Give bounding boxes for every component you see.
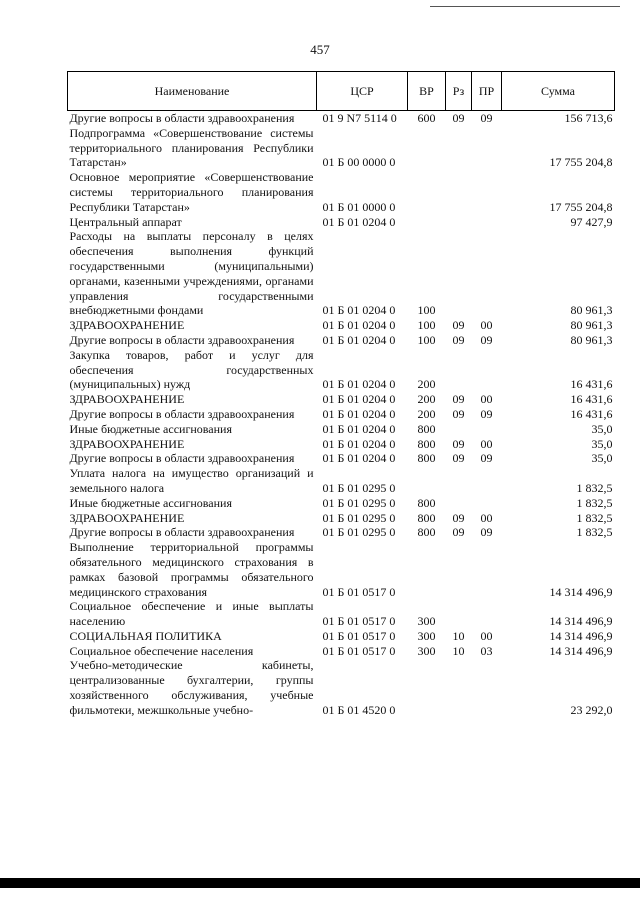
cell-vr: 100 [417,318,436,333]
cell-rz [446,599,472,629]
cell-csr: 01 Б 01 0295 0 [322,510,396,525]
cell-pr [472,540,502,599]
table-row [68,318,615,333]
cell-csr: 01 Б 01 0204 0 [322,406,396,421]
cell-rz: 09 [452,318,465,333]
cell-pr [472,126,502,170]
cell-csr: 01 Б 01 0517 0 [322,614,396,629]
cell-pr: 09 [480,525,493,540]
cell-name: Иные бюджетные ассигнования [69,495,232,510]
header-vr: ВР [408,72,446,111]
cell-name: Подпрограмма «Совершенствование системы территориального планирования Республики Татарстан» [69,125,314,170]
top-rule [430,6,620,7]
cell-csr: 01 Б 01 0517 0 [322,628,396,643]
cell-vr: 800 [417,436,436,451]
cell-vr: 100 [417,332,436,347]
cell-name: ЗДРАВООХРАНЕНИЕ [69,318,185,333]
table-row [68,644,615,659]
cell-csr: 01 Б 01 4520 0 [322,702,396,717]
cell-pr: 00 [480,510,493,525]
cell-pr [472,229,502,318]
cell-sum: 35,0 [591,436,613,451]
cell-vr [408,126,446,170]
table-row [68,511,615,526]
table-row [68,170,615,214]
cell-rz: 09 [452,406,465,421]
cell-csr: 01 Б 01 0517 0 [322,584,396,599]
cell-pr: 09 [480,111,493,125]
cell-vr: 300 [417,628,436,643]
cell-name: Другие вопросы в области здравоохранения [69,332,295,347]
cell-csr: 01 Б 01 0204 0 [322,318,396,333]
cell-sum: 35,0 [591,451,613,466]
cell-rz: 09 [452,510,465,525]
cell-vr: 200 [417,406,436,421]
cell-vr [408,540,446,599]
table-row [68,629,615,644]
cell-pr: 00 [480,628,493,643]
cell-vr: 800 [417,451,436,466]
cell-name: Выполнение территориальной программы обязательного медицинского страхования в рамках базовой программы обязательного медицинского страхования [69,540,314,599]
budget-table [67,71,615,718]
cell-sum: 1 832,5 [576,495,613,510]
cell-pr: 09 [480,406,493,421]
table-row [68,392,615,407]
cell-csr: 01 Б 01 0204 0 [322,332,396,347]
cell-pr [472,599,502,629]
cell-vr: 800 [417,421,436,436]
table-row [68,229,615,318]
header-rz: Рз [446,72,472,111]
cell-rz: 10 [452,643,465,658]
cell-rz [446,540,472,599]
cell-sum: 80 961,3 [570,303,613,318]
cell-csr: 01 Б 01 0000 0 [322,199,396,214]
cell-pr [472,496,502,511]
cell-sum: 1 832,5 [576,480,613,495]
cell-pr [472,422,502,437]
cell-vr [408,170,446,214]
page-number: 457 [310,42,330,57]
cell-vr [408,658,446,717]
cell-name: Другие вопросы в области здравоохранения [69,406,295,421]
cell-name: Уплата налога на имущество организаций и земельного налога [69,466,314,495]
cell-sum: 16 431,6 [570,406,613,421]
cell-name: Расходы на выплаты персоналу в целях обеспечения выполнения функций государственными (муниципальными) органами, казенными учреждениями, органами управления государственными внебюджетными фондами [69,229,314,318]
table-row [68,437,615,452]
table-row [68,466,615,496]
table-row [68,540,615,599]
cell-pr: 00 [480,392,493,407]
cell-rz [446,658,472,717]
cell-csr: 01 Б 01 0204 0 [322,377,396,392]
cell-rz: 10 [452,628,465,643]
cell-rz: 09 [452,451,465,466]
cell-name: СОЦИАЛЬНАЯ ПОЛИТИКА [69,628,222,643]
table-row [68,111,615,126]
table-row [68,451,615,466]
cell-pr: 09 [480,451,493,466]
cell-name: Иные бюджетные ассигнования [69,421,232,436]
cell-csr: 01 Б 01 0295 0 [322,495,396,510]
cell-vr: 800 [417,525,436,540]
cell-sum: 17 755 204,8 [549,199,613,214]
cell-name: Центральный аппарат [69,214,182,229]
cell-csr: 01 Б 01 0295 0 [322,525,396,540]
cell-name: ЗДРАВООХРАНЕНИЕ [69,510,185,525]
cell-name: Другие вопросы в области здравоохранения [69,525,295,540]
cell-rz: 09 [452,392,465,407]
cell-vr: 100 [417,303,436,318]
cell-rz: 09 [452,436,465,451]
cell-rz [446,170,472,214]
cell-rz: 09 [452,332,465,347]
table-row [68,407,615,422]
cell-name: Учебно-методические кабинеты, централизованные бухгалтерии, группы хозяйственного обслуживания, учебные фильмотеки, межшкольные учебно- [69,658,314,717]
cell-rz: 09 [452,111,465,125]
cell-rz [446,229,472,318]
cell-csr: 01 Б 01 0204 0 [322,303,396,318]
cell-name: Закупка товаров, работ и услуг для обеспечения государственных (муниципальных) нужд [69,347,314,392]
cell-vr: 800 [417,510,436,525]
cell-pr [472,348,502,392]
cell-csr: 01 Б 01 0204 0 [322,214,396,229]
cell-sum: 14 314 496,9 [549,584,613,599]
cell-csr: 01 Б 01 0517 0 [322,643,396,658]
cell-name: ЗДРАВООХРАНЕНИЕ [69,392,185,407]
cell-sum: 16 431,6 [570,377,613,392]
table-body [68,111,615,718]
cell-pr: 00 [480,436,493,451]
table-header-row [68,72,615,111]
cell-name: Социальное обеспечение и иные выплаты населению [69,599,314,629]
cell-vr: 600 [417,111,436,125]
cell-vr: 300 [417,643,436,658]
header-pr: ПР [472,72,502,111]
cell-vr: 300 [417,614,436,629]
cell-vr: 200 [417,377,436,392]
cell-sum: 35,0 [591,421,613,436]
cell-sum: 14 314 496,9 [549,614,613,629]
table-row [68,599,615,629]
cell-sum: 17 755 204,8 [549,155,613,170]
cell-csr: 01 Б 00 0000 0 [322,155,396,170]
cell-pr: 03 [480,643,493,658]
cell-sum: 1 832,5 [576,510,613,525]
cell-rz: 09 [452,525,465,540]
cell-pr: 09 [480,332,493,347]
cell-pr [472,466,502,496]
cell-csr: 01 Б 01 0204 0 [322,436,396,451]
cell-csr: 01 Б 01 0295 0 [322,480,396,495]
cell-sum: 80 961,3 [570,332,613,347]
header-csr: ЦСР [317,72,408,111]
table-row [68,348,615,392]
cell-csr: 01 Б 01 0204 0 [322,392,396,407]
cell-vr: 200 [417,392,436,407]
table-row [68,496,615,511]
cell-csr: 01 9 N7 5114 0 [322,111,397,125]
cell-sum: 16 431,6 [570,392,613,407]
cell-pr: 00 [480,318,493,333]
cell-rz [446,422,472,437]
table-row [68,215,615,230]
cell-sum: 14 314 496,9 [549,643,613,658]
cell-rz [446,348,472,392]
table-row [68,658,615,717]
cell-vr [408,466,446,496]
cell-name: ЗДРАВООХРАНЕНИЕ [69,436,185,451]
cell-rz [446,126,472,170]
scan-bottom-border [0,878,640,888]
cell-sum: 97 427,9 [570,214,613,229]
cell-sum: 156 713,6 [564,111,613,125]
cell-name: Основное мероприятие «Совершенствование системы территориального планирования Республики Татарстан» [69,170,314,214]
header-name: Наименование [68,72,317,111]
cell-csr: 01 Б 01 0204 0 [322,451,396,466]
cell-sum: 14 314 496,9 [549,628,613,643]
cell-csr: 01 Б 01 0204 0 [322,421,396,436]
header-sum: Сумма [502,72,615,111]
cell-sum: 23 292,0 [570,702,613,717]
cell-pr [472,658,502,717]
cell-rz [446,466,472,496]
cell-name: Другие вопросы в области здравоохранения [69,451,295,466]
cell-sum: 1 832,5 [576,525,613,540]
cell-rz [446,215,472,230]
cell-name: Другие вопросы в области здравоохранения [69,111,295,125]
table-row [68,422,615,437]
table-row [68,333,615,348]
cell-pr [472,215,502,230]
cell-sum: 80 961,3 [570,318,613,333]
table-row [68,126,615,170]
cell-vr [408,215,446,230]
cell-pr [472,170,502,214]
cell-vr: 800 [417,495,436,510]
cell-name: Социальное обеспечение населения [69,643,254,658]
table-row [68,525,615,540]
cell-rz [446,496,472,511]
